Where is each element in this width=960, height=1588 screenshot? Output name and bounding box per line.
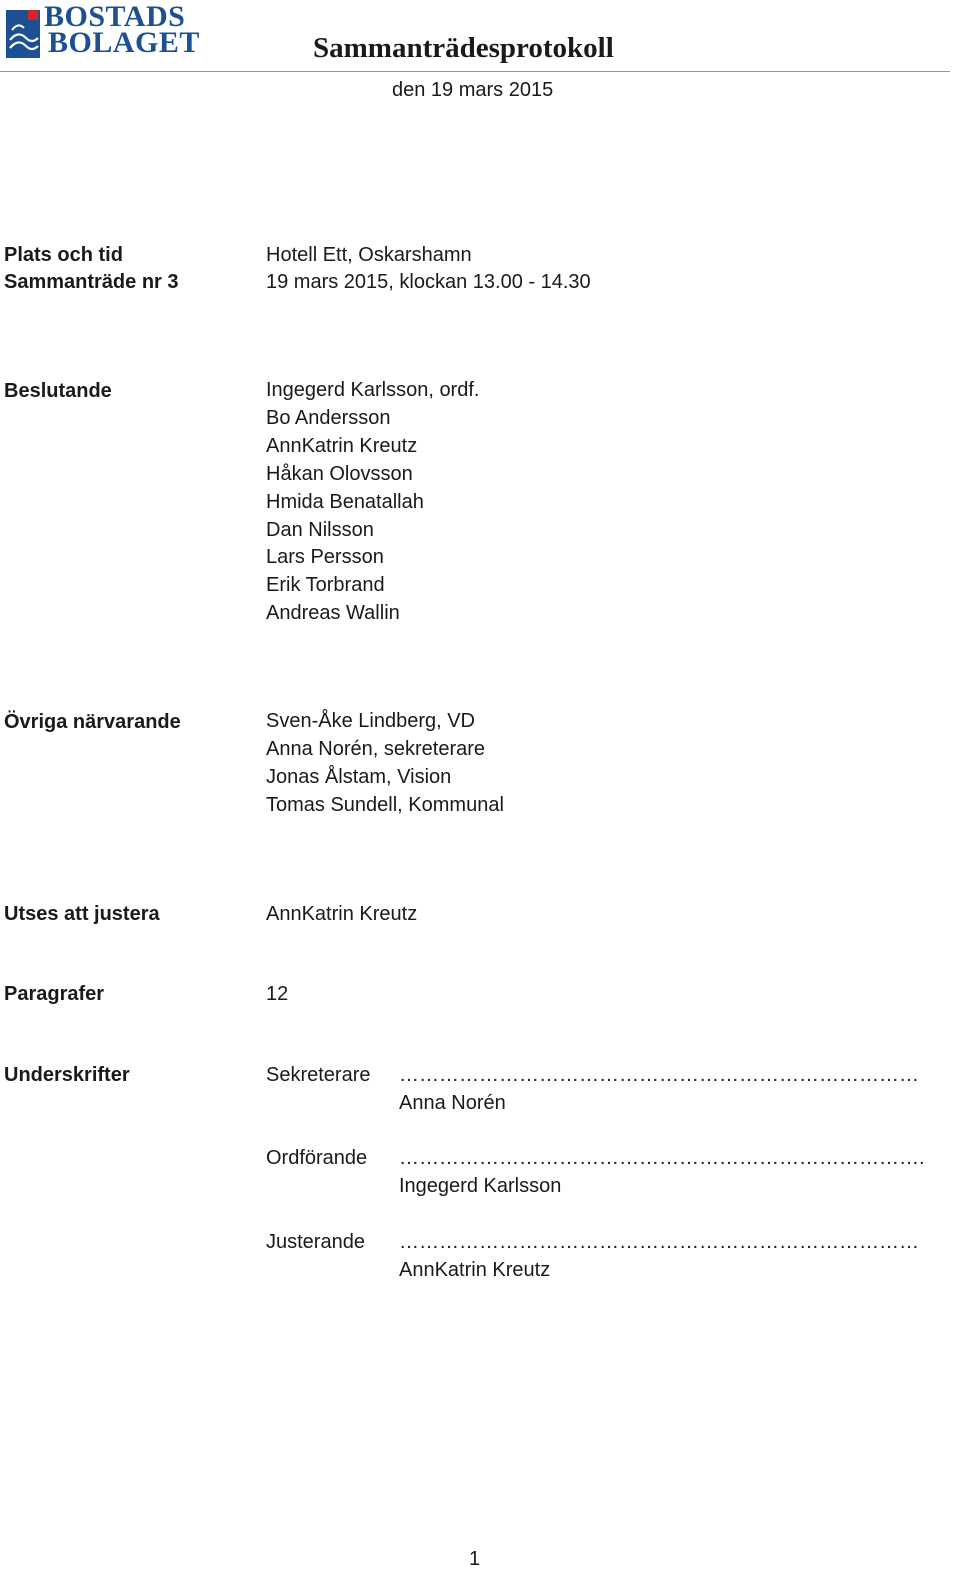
header-divider: [0, 71, 950, 72]
page-number: 1: [469, 1548, 481, 1570]
signature-name: Ingegerd Karlsson: [399, 1175, 562, 1197]
place-value: Hotell Ett, Oskarshamn: [266, 244, 472, 266]
signature-line: ……………………………………………………………………: [399, 1064, 919, 1086]
others-present-list: [266, 708, 504, 820]
company-logo: [4, 2, 200, 60]
list-item: Ingegerd Karlsson, ordf.: [266, 379, 480, 401]
document-date: den 19 mars 2015: [392, 79, 554, 101]
signature-role-chair: Ordförande: [266, 1147, 368, 1169]
list-item: Bo Andersson: [266, 406, 391, 429]
signature-line: ……………………………………………………………………: [399, 1231, 919, 1253]
list-item: Dan Nilsson: [266, 518, 374, 541]
logo-text-line1: BOSTADS: [44, 0, 186, 33]
signature-role-adjuster: Justerande: [266, 1231, 365, 1253]
logo-text-line2: BOLAGET: [48, 26, 200, 59]
signature-name: AnnKatrin Kreutz: [399, 1259, 551, 1281]
paragraphs-value: 12: [266, 983, 289, 1005]
list-item: Tomas Sundell, Kommunal: [266, 793, 504, 816]
decision-makers-list: [266, 377, 479, 628]
paragraphs-label: Paragrafer: [4, 983, 105, 1005]
list-item: AnnKatrin Kreutz: [266, 434, 418, 457]
list-item: Andreas Wallin: [266, 602, 400, 625]
list-item: Lars Persson: [266, 546, 384, 569]
list-item: Sven-Åke Lindberg, VD: [266, 710, 476, 732]
list-item: Erik Torbrand: [266, 574, 385, 597]
list-item: Jonas Ålstam, Vision: [266, 765, 452, 788]
decision-makers-label: Beslutande: [4, 380, 112, 402]
document-title: Sammanträdesprotokoll: [313, 32, 614, 64]
signatures-label: Underskrifter: [4, 1064, 130, 1086]
others-present-label: Övriga närvarande: [4, 711, 181, 733]
meeting-number-label: Sammanträde nr 3: [4, 271, 179, 293]
list-item: Håkan Olovsson: [266, 462, 413, 485]
adjuster-value: AnnKatrin Kreutz: [266, 903, 418, 925]
logo-emblem-icon: [6, 10, 40, 58]
signature-line: …………………………………………………………………….: [399, 1147, 925, 1169]
place-label: Plats och tid: [4, 244, 123, 266]
list-item: Hmida Benatallah: [266, 490, 424, 513]
adjuster-label: Utses att justera: [4, 903, 160, 925]
meeting-time-value: 19 mars 2015, klockan 13.00 - 14.30: [266, 271, 591, 293]
signature-name: Anna Norén: [399, 1092, 506, 1114]
list-item: Anna Norén, sekreterare: [266, 737, 486, 760]
signature-role-secretary: Sekreterare: [266, 1064, 371, 1086]
